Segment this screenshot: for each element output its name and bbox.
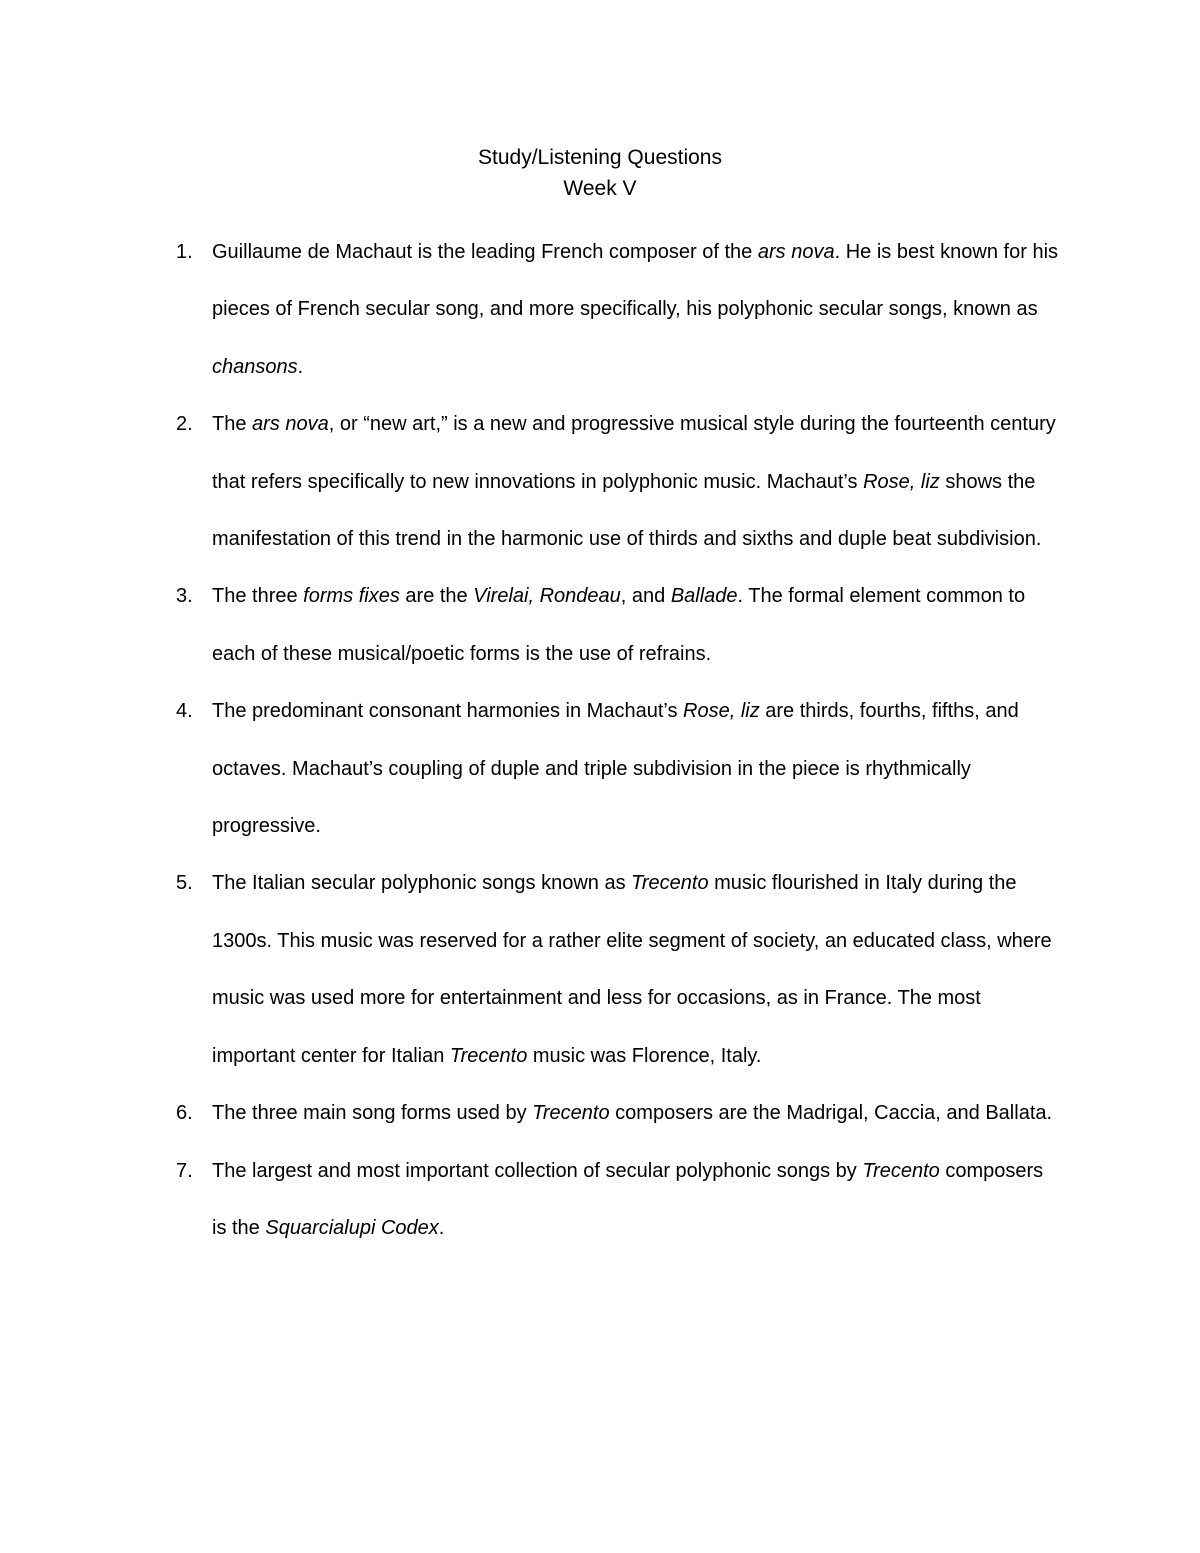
italic-term: chansons	[212, 355, 298, 378]
text-segment: , and	[620, 585, 671, 608]
question-text	[212, 1102, 1052, 1124]
question-number: 5.	[176, 872, 193, 895]
text-segment: music was Florence, Italy.	[527, 1044, 762, 1067]
question-text	[212, 413, 1056, 550]
question-item	[172, 1143, 1062, 1258]
text-segment: The	[212, 413, 253, 436]
italic-term: Trecento	[532, 1102, 610, 1125]
text-segment: The Italian secular polyphonic songs known as	[212, 872, 632, 895]
text-segment: The three	[212, 585, 304, 608]
question-number: 1.	[176, 241, 193, 263]
text-segment: composers is the	[212, 1159, 1044, 1239]
italic-term: Rose, liz	[863, 470, 940, 493]
document-header	[0, 142, 1200, 204]
question-text	[212, 872, 1052, 1066]
italic-term: Trecento	[449, 1044, 528, 1067]
text-segment: .	[297, 355, 304, 378]
text-segment: music flourished in Italy during the 1300s. This music was reserved for a rather elite segment of society, an educated class, where music was used more for entertainment and less for occasions, as in France. The most important center for Italian	[212, 872, 1052, 1067]
question-text	[212, 585, 1025, 664]
italic-term: Rose, liz	[683, 700, 760, 723]
question-item	[172, 396, 1062, 568]
question-text	[212, 241, 1058, 378]
italic-term: Virelai, Rondeau	[473, 585, 621, 608]
page-title: Study/Listening Questions	[478, 146, 722, 169]
italic-term: ars nova	[252, 413, 329, 436]
text-segment: The predominant consonant harmonies in Machaut’s	[212, 700, 684, 723]
text-segment: are the	[399, 585, 474, 608]
italic-term: ars nova	[757, 241, 835, 263]
italic-term: Squarcialupi Codex	[265, 1216, 439, 1239]
page-subtitle: Week V	[563, 177, 637, 200]
question-item	[172, 855, 1062, 1085]
question-list	[172, 224, 1062, 1257]
italic-term: Trecento	[631, 872, 709, 895]
question-text	[212, 700, 1019, 837]
italic-term: forms fixes	[303, 585, 400, 608]
text-segment: The largest and most important collection of secular polyphonic songs by	[212, 1159, 863, 1182]
text-segment: . The formal element common to each of these musical/poetic forms is the use of refrains.	[212, 585, 1026, 665]
italic-term: Ballade	[670, 585, 738, 608]
question-number: 7.	[176, 1159, 193, 1182]
question-number: 2.	[176, 413, 193, 436]
text-segment: composers are the Madrigal, Caccia, and Ballata.	[609, 1102, 1053, 1125]
text-segment: shows the manifestation of this trend in the harmonic use of thirds and sixths and duple beat subdivision.	[212, 470, 1042, 551]
text-segment: are thirds, fourths, fifths, and octaves. Machaut’s coupling of duple and triple subdivision in the piece is rhythmically progressive.	[212, 700, 1019, 838]
question-text	[212, 1160, 1043, 1239]
italic-term: Trecento	[862, 1159, 940, 1182]
text-segment: .	[438, 1216, 445, 1239]
text-segment: The three main song forms used by	[212, 1102, 533, 1125]
question-number: 4.	[176, 700, 193, 723]
question-number: 3.	[176, 585, 193, 608]
text-segment: . He is best known for his pieces of French secular song, and more specifically, his polyphonic secular songs, known as	[212, 241, 1059, 321]
text-segment: , or “new art,” is a new and progressive musical style during the fourteenth century that refers specifically to new innovations in polyphonic music. Machaut’s	[212, 413, 1056, 493]
question-item	[172, 568, 1062, 683]
question-item	[172, 683, 1062, 855]
question-item	[172, 224, 1062, 396]
text-segment: Guillaume de Machaut is the leading French composer of the	[212, 241, 758, 263]
question-item	[172, 1085, 1062, 1142]
question-number: 6.	[176, 1102, 193, 1125]
